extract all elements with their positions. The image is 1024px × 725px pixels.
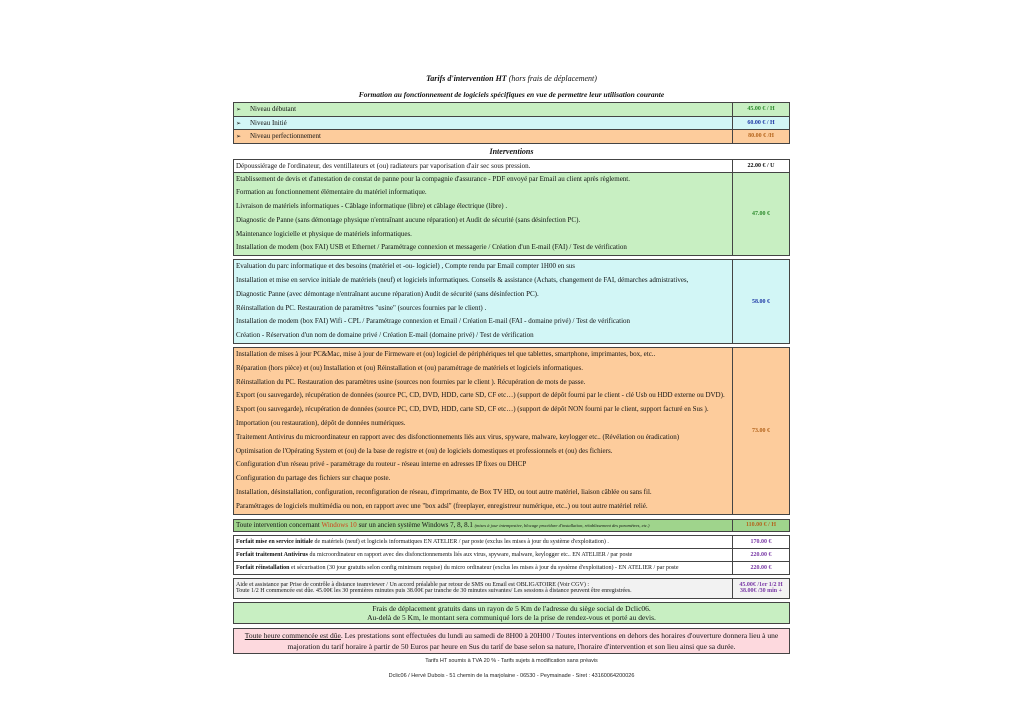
forfait-text: et sécurisation (30 jour gratuits selon config minimum requise) du micro ordinateur (exclus les mises à jour du système d'exploitation) - EN ATELIER / par poste <box>289 564 679 571</box>
service-line: Création - Réservation d'un nom de domaine privé / Création E-mail (domaine privé) / Test de vérification <box>236 331 534 340</box>
cyan-block <box>233 259 790 344</box>
forfait-name: Forfait réinstallation <box>236 564 290 571</box>
price-sheet <box>233 72 790 679</box>
travel-fees-line1: Frais de déplacement gratuits dans un rayon de 5 Km de l'adresse du siège social de Dclic06. <box>372 603 651 613</box>
interventions-title: Interventions <box>489 146 534 156</box>
footer-tva: Tarifs HT soumis à TVA 20 % - Tarifs sujets à modification sans préavis <box>425 657 598 664</box>
orange-block-price: 73.00 € <box>752 427 770 434</box>
win10-row <box>234 519 790 531</box>
win10-table <box>233 519 790 532</box>
orange-block-lines <box>234 348 733 514</box>
cyan-block-lines <box>234 260 733 343</box>
level-row <box>234 103 790 117</box>
forfaits-table <box>233 535 790 575</box>
service-line: Export (ou sauvegarde), récupération de données (source PC, CD, DVD, HDD, carte SD, CF etc…) (support de dépôt NON fourni par le client, support facturé en Sus ). <box>236 405 709 414</box>
page-title <box>233 72 790 85</box>
remote-assist-price <box>733 578 790 598</box>
service-line: Export (ou sauvegarde), récupération de données (source PC, CD, DVD, HDD, carte SD, CF etc…) (support de dépôt fourni par le client - clé Usb ou HDD externe ou DVD). <box>236 391 725 400</box>
forfait-text: du microordinateur en rapport avec des disfonctionnements liés aux virus, spyware, malware, keylogger etc.. EN ATELIER / par poste <box>307 551 633 558</box>
forfait-text: de matériels (neuf) et logiciels informatiques EN ATELIER / par poste (exclus les mises à jour du système d'exploitation) . <box>312 538 609 545</box>
service-line: Diagnostic Panne (avec démontage n'entraînant aucune réparation) Audit de sécurité (sans désinfection PC). <box>236 289 539 298</box>
service-line: Paramétrages de logiciels multimédia ou non, en rapport avec une "box adsl" (freeplayer, enregistreur numérique, etc..) ou tout autre matériel relié. <box>236 501 648 510</box>
dust-row-table <box>233 159 790 173</box>
level-label <box>234 116 733 130</box>
forfait-name: Forfait mise en service initiale <box>236 538 313 545</box>
level-price: 45.00 € / H <box>733 103 790 117</box>
service-line: Configuration d'un réseau privé - paramétrage du routeur - réseau interne en adresses IP fixes ou DHCP <box>236 460 527 469</box>
win10-pre: Toute intervention concernant <box>236 521 322 530</box>
travel-fees-box <box>233 602 790 624</box>
remote-assist-price2: 38.00€ /30 min + <box>739 588 783 595</box>
green-block <box>233 173 790 257</box>
service-line: Importation (ou restauration), dépôt de données numériques. <box>236 419 406 428</box>
arrow-icon: ➢ <box>236 134 242 141</box>
remote-assist-line1: Aide et assistance par Prise de contrôle à distance teamviewer / Un accord préalable par retour de SMS ou Email est OBLIGATOIRE (Voir CGV) : <box>236 582 590 589</box>
win10-price: 110.00 € / H <box>733 519 790 531</box>
service-line: Formation au fonctionnement élémentaire du matériel informatique. <box>236 188 427 197</box>
service-line: Etablissement de devis et d'attestation de constat de panne pour la compagnie d'assurance - PDF envoyé par Email au client après règlement. <box>236 174 631 183</box>
service-line: Réinstallation du PC. Restauration de paramètres "usine" (sources fournies par le client) . <box>236 303 487 312</box>
forfait-price: 220.00 € <box>733 548 790 561</box>
forfait-price: 220.00 € <box>733 561 790 574</box>
level-row <box>234 130 790 144</box>
service-line: Installation et mise en service initiale de matériels (neuf) et logiciels informatiques. Conseils & assistance (Achats, changement de FAI, démarches admistratives, <box>236 276 689 285</box>
service-line: Configuration du partage des fichiers sur chaque poste. <box>236 474 391 483</box>
win10-note: (mises à jour intempestive, blocage procédure d'installation, rétablissement des paramètres, etc.) <box>474 523 650 529</box>
forfait-label <box>234 535 733 548</box>
level-label-text: Niveau Initié <box>250 118 287 127</box>
level-label <box>234 103 733 117</box>
win10-post: sur un ancien système Windows 7, 8, 8.1 <box>356 521 473 530</box>
remote-assist-line2: Toute 1/2 H commencée est dûe. 45.00€ les 30 premières minutes puis 38.00€ par tranche de 30 minutes suivantes/ Les sessions à distance peuvent être enregistrées. <box>236 588 632 595</box>
win10-highlight: Windows 10 <box>321 521 357 530</box>
service-line: Réparation (hors pièce) et (ou) Installation et (ou) Réinstallation et (ou) paramétrage de matériels et logiciels informatiques. <box>236 363 583 372</box>
service-line: Optimisation de l'Opérating System et (ou) de la base de registre et (ou) de logiciels domestiques et professionnels et (ou) des fichiers. <box>236 446 613 455</box>
win10-label <box>234 519 733 531</box>
service-line: Installation de modem (box FAI) USB et Ethernet / Paramétrage connexion et messagerie / Création d'un E-mail (FAI) / Test de vérification <box>236 243 627 252</box>
level-row <box>234 116 790 130</box>
service-line: Installation, désinstallation, configuration, reconfiguration de réseau, d'imprimante, de Box TV HD, ou tout autre matériel, liaison câblée ou sans fil. <box>236 488 652 497</box>
forfait-row <box>234 561 790 574</box>
hours-underlined: Toute heure commencée est dûe <box>244 630 341 640</box>
level-price: 60.00 € / H <box>733 116 790 130</box>
forfait-row <box>234 548 790 561</box>
service-line: Maintenance logicielle et physique de matériels informatiques. <box>236 229 412 238</box>
remote-assist-table <box>233 578 790 599</box>
level-label-text: Niveau débutant <box>250 105 297 114</box>
forfait-name: Forfait traitement Antivirus <box>236 551 308 558</box>
dust-label: Dépoussiérage de l'ordinateur, des ventillateurs et (ou) radiateurs par vaporisation d'air sec sous pression. <box>234 159 733 172</box>
service-line: Installation de modem (box FAI) Wifi - CPL / Paramétrage connexion et Email / Création E-mail (FAI - domaine privé) / Test de vérification <box>236 317 631 326</box>
travel-fees-line2: Au-delà de 5 Km, le montant sera communiqué lors de la prise de rendez-vous et porté au devis. <box>367 612 656 622</box>
footer-address: Dclic06 / Hervé Dubois - 51 chemin de la marjolaine - 06530 - Peymainade - Siret : 43160064200026 <box>388 672 635 679</box>
service-line: Diagnostic de Panne (sans démontage physique n'entraînant aucune réparation) et Audit de sécurité (sans désinfection PC). <box>236 215 581 224</box>
service-line: Livraison de matériels informatiques - Câblage informatique (libre) et câblage électrique (libre) . <box>236 202 508 211</box>
green-block-lines <box>234 173 733 256</box>
dust-price: 22.00 € / U <box>733 159 790 172</box>
forfait-row <box>234 535 790 548</box>
level-price: 80.00 € /H <box>733 130 790 144</box>
service-line: Traitement Antivirus du microordinateur en rapport avec des disfonctionnements liés aux virus, spyware, malware, keylogger etc.. (Révélation ou éradication) <box>236 432 680 441</box>
green-block-price: 47.00 € <box>752 210 770 217</box>
remote-assist-text <box>234 578 733 598</box>
hours-box <box>233 628 790 654</box>
formation-title: Formation au fonctionnement de logiciels spécifiques en vue de permettre leur utilisation courante <box>358 90 665 99</box>
remote-assist-price1: 45.00€ /1er 1/2 H <box>739 582 783 589</box>
arrow-icon: ➢ <box>236 120 242 127</box>
level-label <box>234 130 733 144</box>
forfait-label <box>234 548 733 561</box>
arrow-icon: ➢ <box>236 107 242 114</box>
level-label-text: Niveau perfectionnement <box>250 132 321 141</box>
cyan-block-price: 58.00 € <box>752 298 770 305</box>
service-line: Réinstallation du PC. Restauration des paramètres usine (sources non fournies par le client ). Récupération de mots de passe. <box>236 377 586 386</box>
remote-assist-row <box>234 578 790 598</box>
levels-table <box>233 102 790 144</box>
service-line: Installation de mises à jour PC&Mac, mise à jour de Firmeware et (ou) logiciel de périphériques tel que tablettes, smartphone, imprimantes, box, etc.. <box>236 350 656 359</box>
service-line: Evaluation du parc informatique et des besoins (matériel et -ou- logiciel) , Compte rendu par Email compter 1H00 en sus <box>236 262 576 271</box>
forfait-price: 170.00 € <box>733 535 790 548</box>
title-sub: (hors frais de déplacement) <box>508 74 597 83</box>
title-main: Tarifs d'intervention HT <box>426 74 507 83</box>
dust-row <box>234 159 790 172</box>
orange-block <box>233 347 790 515</box>
forfait-label <box>234 561 733 574</box>
hours-text: . Les prestations sont effectuées du lundi au samedi de 8H00 à 20H00 / Toutes interventions en dehors des horaires d'ouverture donnera lieu à une majoration du tarif horaire à partir de 50 Euros par heure en Sus du tarif de base selon sa nature, l'horaire d'intervention et son lieu ainsi que sa durée. <box>287 630 779 651</box>
